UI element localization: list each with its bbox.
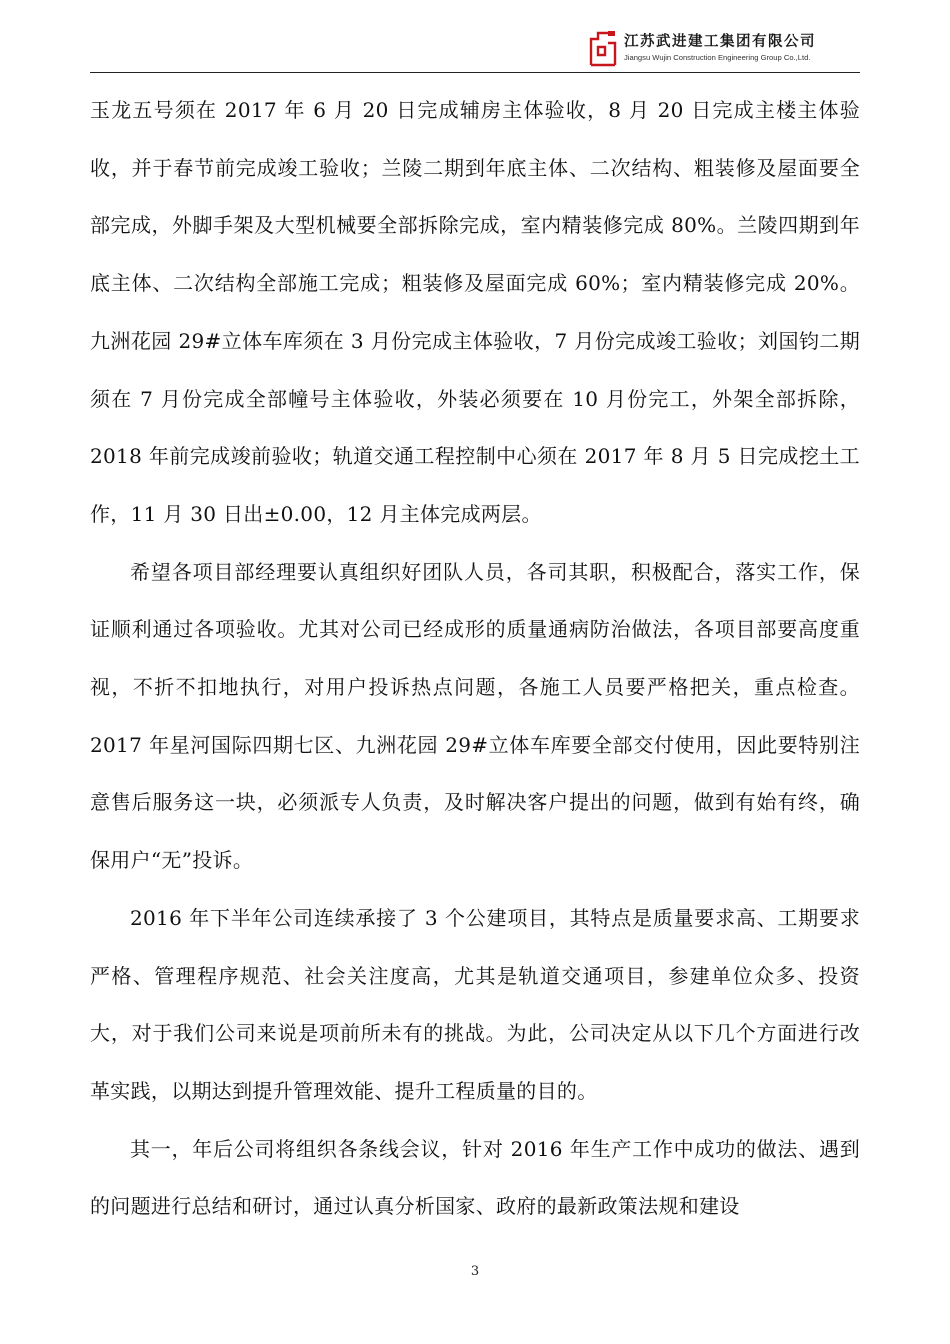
company-name-en: Jiangsu Wujin Construction Engineering Group Co.,Ltd. bbox=[624, 53, 811, 62]
paragraph: 玉龙五号须在 2017 年 6 月 20 日完成辅房主体验收，8 月 20 日完成主楼主体验收，并于春节前完成竣工验收；兰陵二期到年底主体、二次结构、粗装修及屋面要全部完成，外脚手架及大型机械要全部拆除完成，室内精装修完成 80%。兰陵四期到年底主体、二次结构全部施工完成；粗装修及屋面完成 60%；室内精装修完成 20%。九洲花园 29#立体车库须在 3 月份完成主体验收，7 月份完成竣工验收；刘国钧二期须在 7 月份完成全部幢号主体验收，外装必须要在 10 月份完工，外架全部拆除，2018 年前完成竣前验收；轨道交通工程控制中心须在 2017 年 8 月 5 日完成挖土工作，11 月 30 日出±0.00，12 月主体完成两层。 bbox=[90, 98, 860, 526]
company-name-cn: 江苏武进建工集团有限公司 bbox=[624, 34, 816, 50]
page-number: 3 bbox=[470, 1264, 480, 1279]
paragraph: 希望各项目部经理要认真组织好团队人员，各司其职，积极配合，落实工作，保证顺利通过各项验收。尤其对公司已经成形的质量通病防治做法，各项目部要高度重视，不折不扣地执行，对用户投诉热点问题，各施工人员要严格把关，重点检查。2017 年星河国际四期七区、九洲花园 29#立体车库要全部交付使用，因此要特别注意售后服务这一块，必须派专人负责，及时解决客户提出的问题，做到有始有终，确保用户“无”投诉。 bbox=[90, 559, 860, 873]
page-header bbox=[588, 28, 860, 68]
document-body bbox=[90, 82, 860, 1236]
company-logo-icon bbox=[588, 29, 618, 67]
header-divider bbox=[90, 72, 860, 73]
paragraph: 其一，年后公司将组织各条线会议，针对 2016 年生产工作中成功的做法、遇到的问题进行总结和研讨，通过认真分析国家、政府的最新政策法规和建设 bbox=[90, 1136, 860, 1219]
paragraph: 2016 年下半年公司连续承接了 3 个公建项目，其特点是质量要求高、工期要求严格、管理程序规范、社会关注度高，尤其是轨道交通项目，参建单位众多、投资大，对于我们公司来说是项前所未有的挑战。为此，公司决定从以下几个方面进行改革实践，以期达到提升管理效能、提升工程质量的目的。 bbox=[90, 905, 860, 1103]
